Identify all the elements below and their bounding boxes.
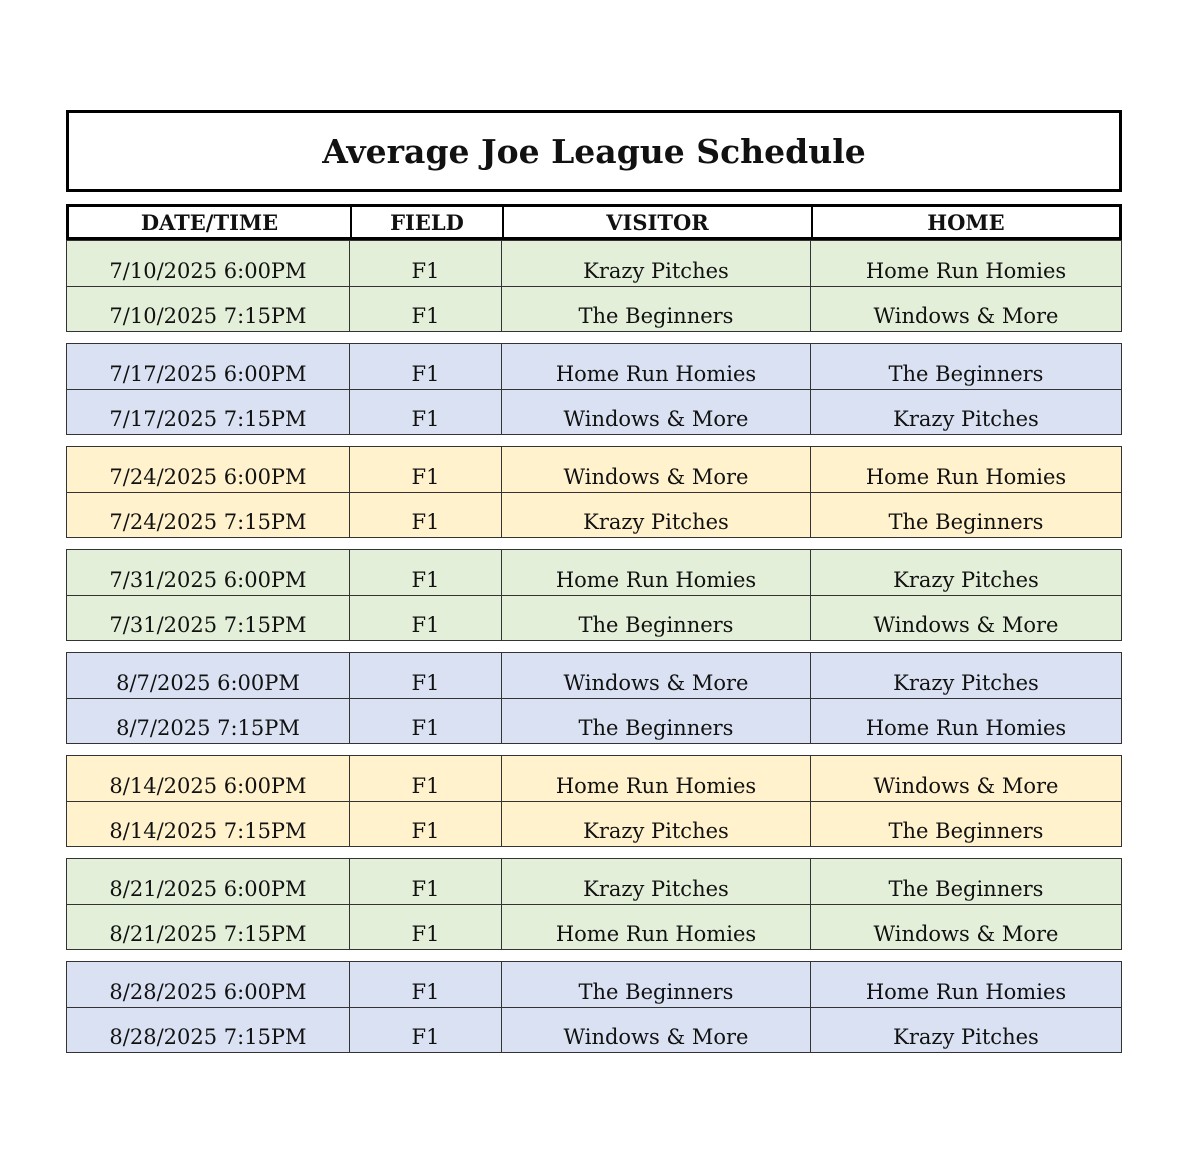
visitor-cell: Windows & More xyxy=(502,390,811,434)
table-row xyxy=(67,859,1121,904)
field-cell: F1 xyxy=(350,699,502,743)
datetime-cell: 8/7/2025 6:00PM xyxy=(67,653,350,698)
table-row xyxy=(67,492,1121,537)
home-cell: Windows & More xyxy=(873,774,1059,798)
home-cell: Home Run Homies xyxy=(865,716,1067,740)
field-cell: F1 xyxy=(350,1008,502,1052)
table-row xyxy=(67,801,1121,846)
datetime-cell: 7/31/2025 7:15PM xyxy=(67,596,350,640)
visitor-cell: Windows & More xyxy=(502,1008,811,1052)
datetime-cell: 8/14/2025 6:00PM xyxy=(67,756,350,801)
field-cell: F1 xyxy=(350,905,502,949)
home-cell: The Beginners xyxy=(888,510,1044,534)
field-cell: F1 xyxy=(350,287,502,331)
field-cell: F1 xyxy=(350,756,502,801)
datetime-cell: 8/21/2025 7:15PM xyxy=(67,905,350,949)
home-cell: Windows & More xyxy=(873,304,1059,328)
visitor-cell: The Beginners xyxy=(502,962,811,1007)
visitor-cell: Windows & More xyxy=(502,447,811,492)
header-visitor: VISITOR xyxy=(504,207,813,237)
table-row xyxy=(67,1007,1121,1052)
visitor-cell: Krazy Pitches xyxy=(502,241,811,286)
field-cell: F1 xyxy=(350,493,502,537)
home-cell: Krazy Pitches xyxy=(893,671,1039,695)
week-group xyxy=(66,343,1122,435)
week-group xyxy=(66,755,1122,847)
field-cell: F1 xyxy=(350,596,502,640)
datetime-cell: 7/10/2025 6:00PM xyxy=(67,241,350,286)
home-cell: Home Run Homies xyxy=(865,980,1067,1004)
datetime-cell: 8/14/2025 7:15PM xyxy=(67,802,350,846)
home-cell: The Beginners xyxy=(888,362,1044,386)
visitor-cell: The Beginners xyxy=(502,287,811,331)
field-cell: F1 xyxy=(350,550,502,595)
home-cell: The Beginners xyxy=(888,819,1044,843)
datetime-cell: 8/28/2025 6:00PM xyxy=(67,962,350,1007)
table-row xyxy=(67,756,1121,801)
table-row xyxy=(67,595,1121,640)
schedule-body xyxy=(66,240,1122,1053)
table-row xyxy=(67,550,1121,595)
datetime-cell: 7/17/2025 6:00PM xyxy=(67,344,350,389)
field-cell: F1 xyxy=(350,962,502,1007)
table-row xyxy=(67,904,1121,949)
datetime-cell: 8/28/2025 7:15PM xyxy=(67,1008,350,1052)
week-group xyxy=(66,652,1122,744)
header-datetime: DATE/TIME xyxy=(69,207,352,237)
table-row xyxy=(67,653,1121,698)
visitor-cell: Home Run Homies xyxy=(502,550,811,595)
datetime-cell: 8/21/2025 6:00PM xyxy=(67,859,350,904)
schedule-sheet xyxy=(66,110,1122,1053)
table-row xyxy=(67,286,1121,331)
field-cell: F1 xyxy=(350,802,502,846)
visitor-cell: Krazy Pitches xyxy=(502,802,811,846)
datetime-cell: 7/24/2025 6:00PM xyxy=(67,447,350,492)
week-group xyxy=(66,858,1122,950)
column-header-row xyxy=(66,204,1122,240)
field-cell: F1 xyxy=(350,859,502,904)
header-home: HOME xyxy=(927,209,1005,235)
table-row xyxy=(67,344,1121,389)
home-cell: Windows & More xyxy=(873,613,1059,637)
field-cell: F1 xyxy=(350,653,502,698)
visitor-cell: Home Run Homies xyxy=(502,905,811,949)
header-field: FIELD xyxy=(352,207,504,237)
datetime-cell: 7/17/2025 7:15PM xyxy=(67,390,350,434)
visitor-cell: Krazy Pitches xyxy=(502,859,811,904)
datetime-cell: 7/31/2025 6:00PM xyxy=(67,550,350,595)
home-cell: Krazy Pitches xyxy=(893,1025,1039,1049)
datetime-cell: 8/7/2025 7:15PM xyxy=(67,699,350,743)
visitor-cell: Home Run Homies xyxy=(502,344,811,389)
field-cell: F1 xyxy=(350,447,502,492)
week-group xyxy=(66,446,1122,538)
home-cell: Krazy Pitches xyxy=(893,407,1039,431)
datetime-cell: 7/24/2025 7:15PM xyxy=(67,493,350,537)
visitor-cell: The Beginners xyxy=(502,596,811,640)
week-group xyxy=(66,549,1122,641)
table-row xyxy=(67,447,1121,492)
field-cell: F1 xyxy=(350,344,502,389)
home-cell: Home Run Homies xyxy=(865,465,1067,489)
table-row xyxy=(67,962,1121,1007)
visitor-cell: Windows & More xyxy=(502,653,811,698)
home-cell: The Beginners xyxy=(888,877,1044,901)
field-cell: F1 xyxy=(350,241,502,286)
home-cell: Windows & More xyxy=(873,922,1059,946)
home-cell: Home Run Homies xyxy=(865,259,1067,283)
home-cell: Krazy Pitches xyxy=(893,568,1039,592)
week-group xyxy=(66,961,1122,1053)
table-row xyxy=(67,698,1121,743)
field-cell: F1 xyxy=(350,390,502,434)
week-group xyxy=(66,240,1122,332)
visitor-cell: Home Run Homies xyxy=(502,756,811,801)
table-row xyxy=(67,241,1121,286)
schedule-title: Average Joe League Schedule xyxy=(66,110,1122,192)
table-row xyxy=(67,389,1121,434)
visitor-cell: Krazy Pitches xyxy=(502,493,811,537)
visitor-cell: The Beginners xyxy=(502,699,811,743)
datetime-cell: 7/10/2025 7:15PM xyxy=(67,287,350,331)
